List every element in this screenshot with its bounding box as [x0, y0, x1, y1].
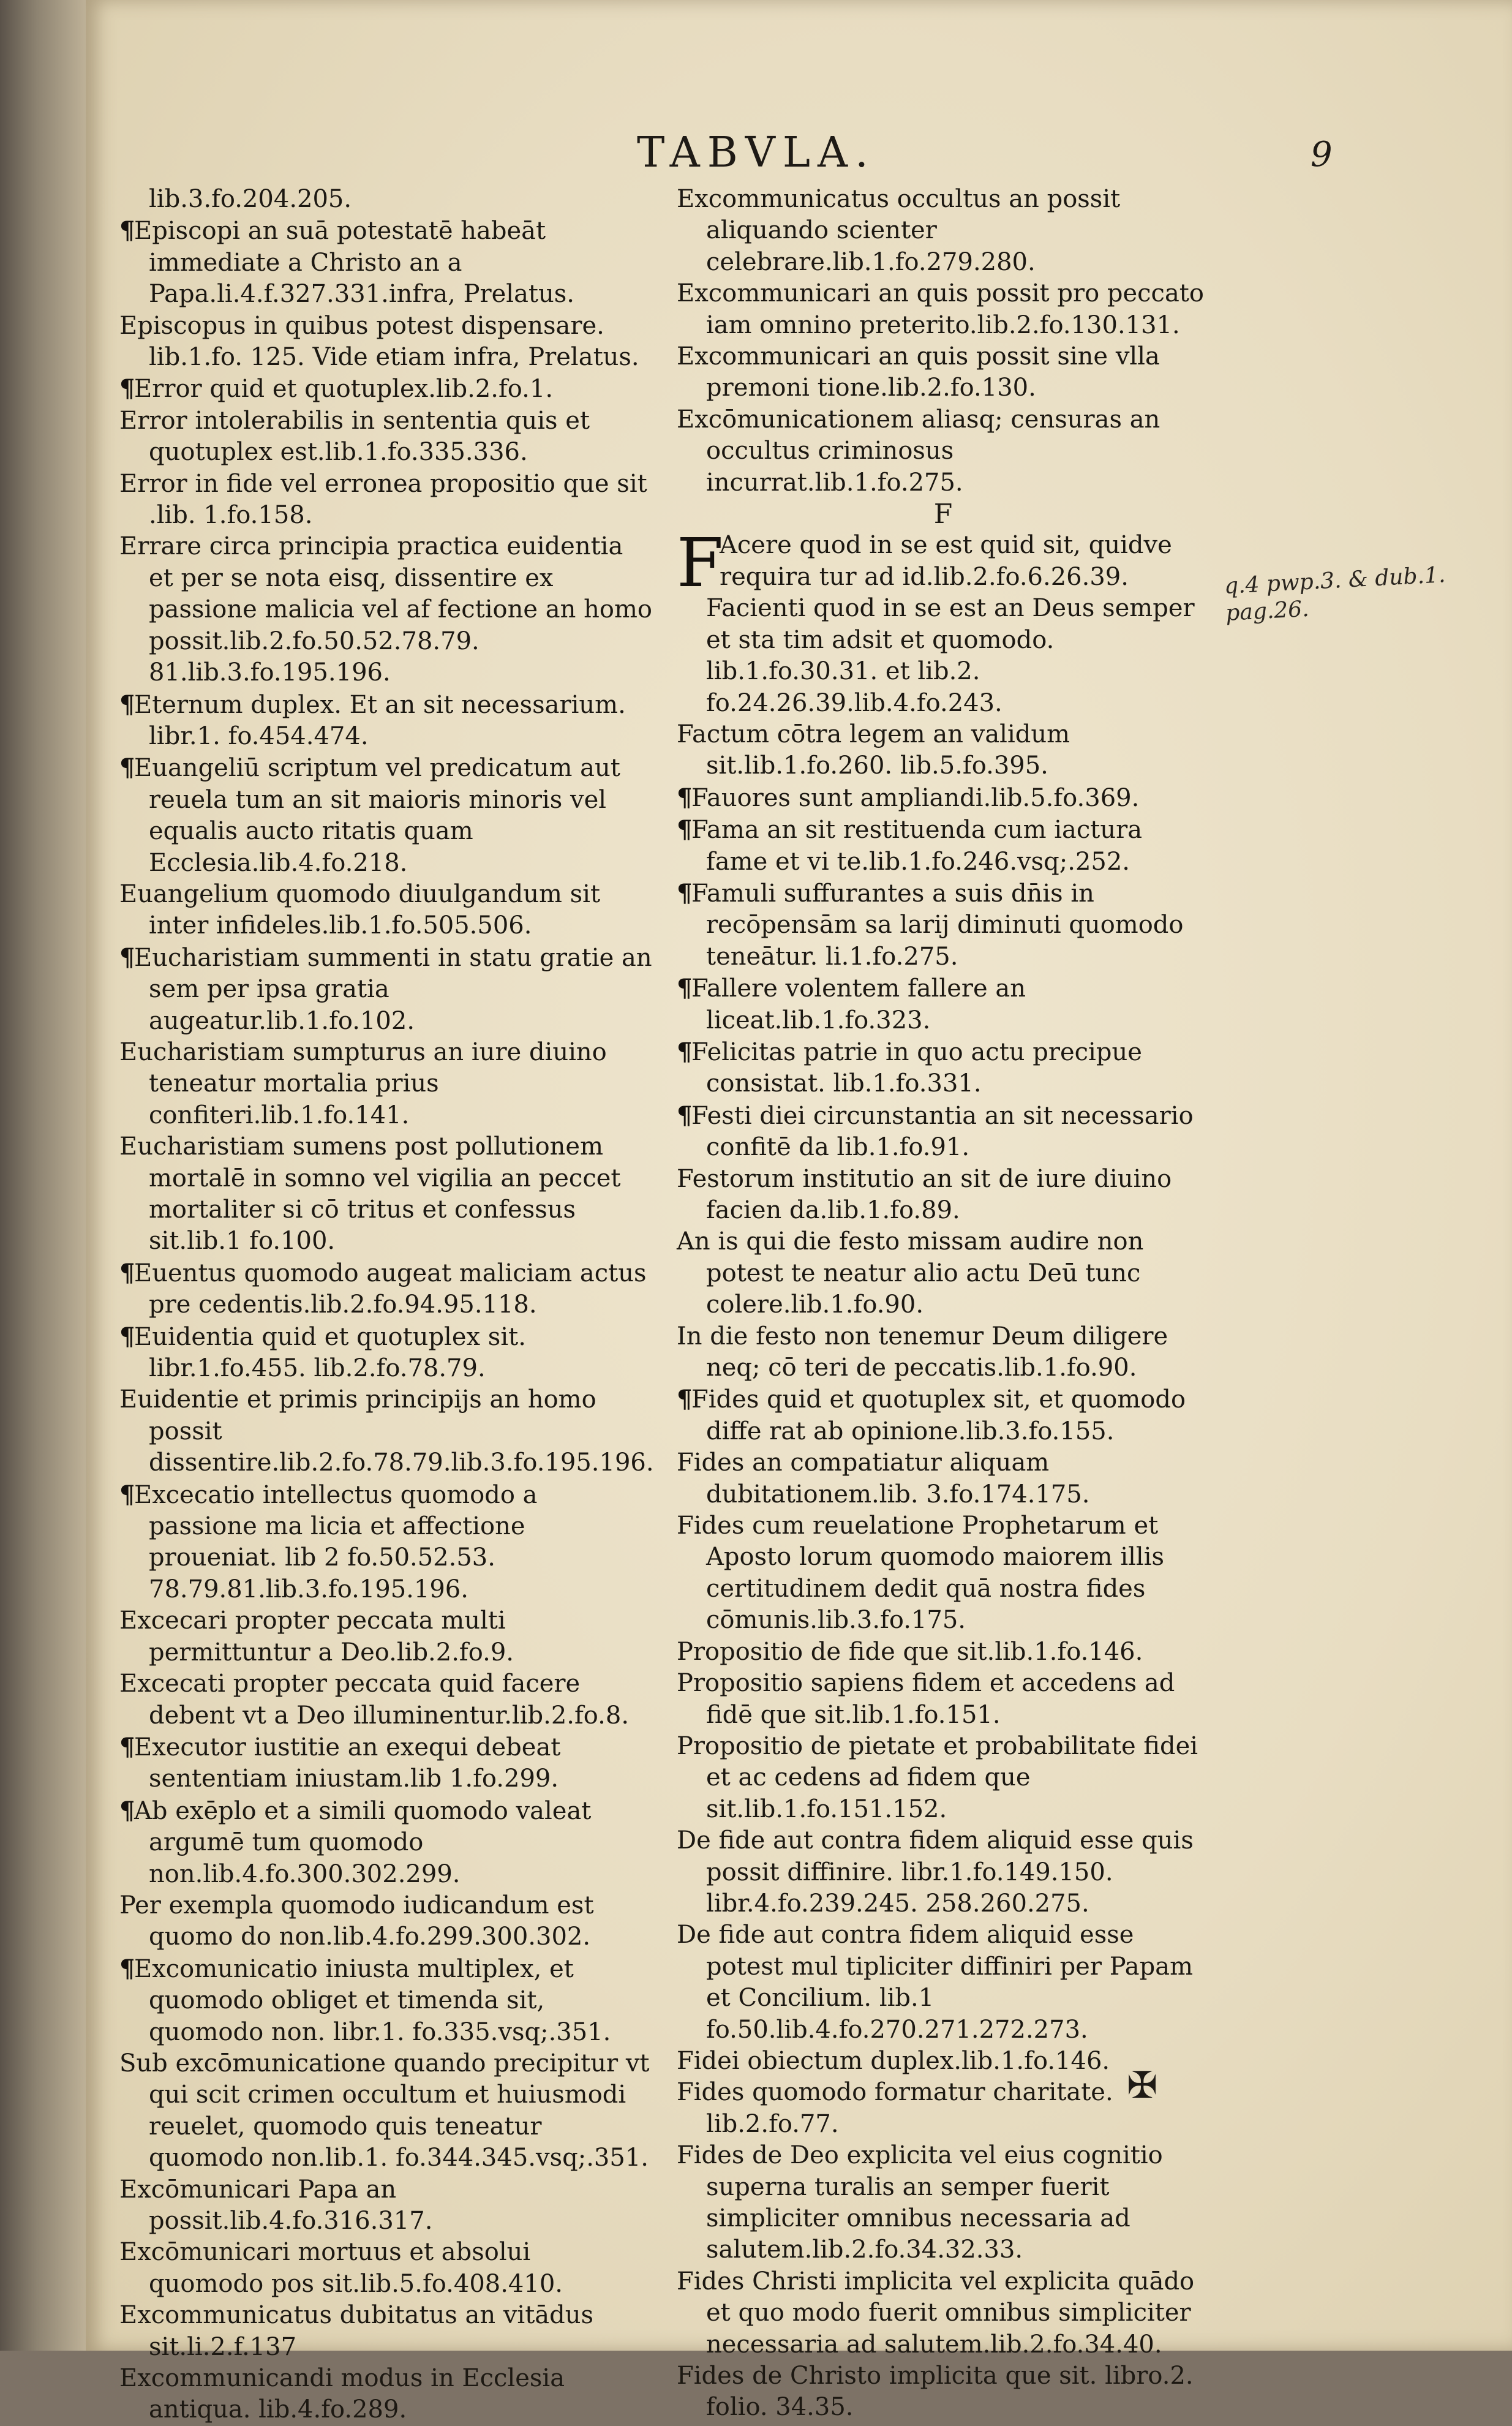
entry-text: Euidentia quid et quotuplex sit. libr.1.fo.455. lib.2.fo.78.79.: [134, 1322, 526, 1383]
pilcrow-icon: ¶: [119, 1796, 135, 1825]
entry-text: Excommunicatus occultus an possit aliquando scienter celebrare.lib.1.fo.279.280.: [677, 185, 1121, 276]
entry-text: Festi diei circunstantia an sit necessario confitē da lib.1.fo.91.: [691, 1101, 1194, 1162]
entry-text: De fide aut contra fidem aliquid esse potest mul tipliciter diffiniri per Papam et Concilium. lib.1 fo.50.lib.4.fo.270.271.272.273.: [677, 1921, 1194, 2044]
index-entry: [677, 814, 1209, 878]
entry-text: Excommunicatus dubitatus an vitādus sit.li.2.f.137: [119, 2301, 594, 2361]
index-entry: [677, 404, 1209, 499]
index-entry: [119, 879, 652, 942]
entry-text: Sub excōmunicatione quando precipitur vt qui scit crimen occultum et huiusmodi reuelet, quomodo quis teneatur quomodo non.lib.1. fo.344.345.vsq;.351.: [119, 2049, 650, 2172]
index-entry: [119, 2237, 652, 2300]
pilcrow-icon: ¶: [677, 1385, 693, 1414]
index-entry: [677, 1637, 1209, 1668]
entry-text: Factum cōtra legem an validum sit.lib.1.fo.260. lib.5.fo.395.: [677, 720, 1070, 780]
entry-text: Felicitas patrie in quo actu precipue consistat. lib.1.fo.331.: [691, 1038, 1142, 1098]
index-entry: [677, 2266, 1209, 2360]
index-entry: [677, 184, 1209, 278]
entry-text: Fides quomodo formatur charitate. lib.2.fo.77.: [677, 2078, 1113, 2138]
entry-text: Fama an sit restituenda cum iactura fame et vi te.lib.1.fo.246.vsq;.252.: [691, 816, 1143, 876]
entry-text: Error quid et quotuplex.lib.2.fo.1.: [134, 375, 554, 404]
index-entry: [119, 1479, 652, 1606]
entry-text: Fides quid et quotuplex sit, et quomodo diffe rat ab opinione.lib.3.fo.155.: [691, 1385, 1186, 1445]
entry-text: Fidei obiectum duplex.lib.1.fo.146.: [677, 2046, 1110, 2075]
index-entry: [119, 1731, 652, 1795]
index-entry: [677, 1164, 1209, 1227]
entry-text: Executor iustitie an exequi debeat sententiam iniustam.lib 1.fo.299.: [134, 1733, 561, 1793]
entry-text: Euangeliū scriptum vel predicatum aut reuela tum an sit maioris minoris vel equalis aucto ritatis quam Ecclesia.lib.4.fo.218.: [134, 754, 620, 877]
pilcrow-icon: ¶: [119, 1480, 135, 1509]
index-entry: [119, 942, 652, 1037]
pilcrow-icon: ¶: [677, 1037, 693, 1066]
index-entry: [119, 1890, 652, 1953]
entry-text: Per exempla quomodo iudicandum est quomo do non.lib.4.fo.299.300.302.: [119, 1891, 594, 1951]
entry-text: Propositio sapiens fidem et accedens ad fidē que sit.lib.1.fo.151.: [677, 1669, 1175, 1729]
entry-text: lib.3.fo.204.205.: [149, 185, 352, 213]
index-entry: [677, 593, 1209, 719]
entry-text: Acere quod in se est quid sit, quidve requira tur ad id.lib.2.fo.6.26.39.: [720, 531, 1172, 591]
entry-text: Error intolerabilis in sententia quis et quotuplex est.lib.1.fo.335.336.: [119, 406, 590, 467]
entry-text: Eucharistiam summenti in statu gratie an sem per ipsa gratia augeatur.lib.1.fo.102.: [134, 943, 652, 1035]
index-entry: [119, 752, 652, 879]
index-entry: [119, 531, 652, 688]
entry-text: Excecati propter peccata quid facere debent vt a Deo illuminentur.lib.2.fo.8.: [119, 1670, 630, 1730]
index-entry: [119, 184, 652, 215]
page-title: TABVLA.: [637, 129, 876, 177]
entry-text: Error in fide vel erronea propositio que sit .lib. 1.fo.158.: [119, 469, 647, 530]
index-entry: [677, 1447, 1209, 1510]
index-entry: [119, 311, 652, 374]
entry-text: Excommunicandi modus in Ecclesia antiqua. lib.4.fo.289.: [119, 2364, 565, 2424]
index-entry: [119, 373, 652, 405]
drop-cap: F: [677, 524, 724, 603]
entry-text: Excomunicatio iniusta multiplex, et quomodo obliget et timenda sit, quomodo non. libr.1. fo.335.vsq;.351.: [134, 1954, 611, 2046]
index-entry: [119, 689, 652, 753]
index-entry: [119, 2300, 652, 2363]
pilcrow-icon: ¶: [677, 815, 693, 845]
index-entry: [677, 2140, 1209, 2266]
entry-text: Excecari propter peccata multi permittuntur a Deo.lib.2.fo.9.: [119, 1607, 514, 1667]
entry-text: Excecatio intellectus quomodo a passione ma licia et affectione proueniat. lib 2 fo.50.52.53. 78.79.81.lib.3.fo.195.196.: [134, 1480, 538, 1603]
index-entry: [677, 1825, 1209, 1919]
entry-text: Facienti quod in se est an Deus semper et sta tim adsit et quomodo. lib.1.fo.30.31. et lib.2. fo.24.26.39.lib.4.fo.243.: [706, 594, 1195, 717]
index-entry: [119, 2363, 652, 2426]
pilcrow-icon: ¶: [119, 216, 135, 246]
entry-text: Euentus quomodo augeat maliciam actus pre cedentis.lib.2.fo.94.95.118.: [134, 1259, 647, 1319]
entry-text: Ab exēplo et a simili quomodo valeat argumē tum quomodo non.lib.4.fo.300.302.299.: [134, 1796, 592, 1888]
entry-text: Fauores sunt ampliandi.lib.5.fo.369.: [691, 783, 1140, 812]
entry-text: Excōmunicari mortuus et absolui quomodo pos sit.lib.5.fo.408.410.: [119, 2238, 563, 2298]
index-entry: [119, 1321, 652, 1385]
pilcrow-icon: ¶: [119, 1322, 135, 1351]
entry-text: Famuli suffurantes a suis dn̄is in recōpensām sa larij diminuti quomodo teneātur. li.1.fo.275.: [691, 879, 1184, 971]
index-entry: [677, 278, 1209, 341]
index-entry: [677, 1036, 1209, 1100]
entry-text: Festorum institutio an sit de iure diuino facien da.lib.1.fo.89.: [677, 1164, 1172, 1224]
pilcrow-icon: ¶: [119, 753, 135, 783]
entry-text: Propositio de fide que sit.lib.1.fo.146.: [677, 1637, 1143, 1666]
index-entry: [119, 1131, 652, 1257]
entry-text: Excōmunicationem aliasq; censuras an occultus criminosus incurrat.lib.1.fo.275.: [677, 405, 1160, 497]
index-entry: [677, 524, 1209, 603]
entry-text: Eternum duplex. Et an sit necessarium. libr.1. fo.454.474.: [134, 690, 626, 750]
entry-text: In die festo non tenemur Deum diligere neq; cō teri de peccatis.lib.1.fo.90.: [677, 1322, 1168, 1382]
ornament-mark: ✠: [1127, 2064, 1158, 2107]
index-entry: [677, 2360, 1209, 2424]
index-entry: [677, 782, 1209, 814]
index-entry: [119, 469, 652, 532]
index-entry: [677, 878, 1209, 973]
entry-text: Fallere volentem fallere an liceat.lib.1.fo.323.: [691, 974, 1026, 1034]
pilcrow-icon: ¶: [119, 374, 135, 404]
index-entry: [119, 405, 652, 469]
entry-text: Excommunicari an quis possit pro peccato iam omnino preterito.lib.2.fo.130.131.: [677, 279, 1204, 339]
entry-text: Eucharistiam sumens post pollutionem mortalē in somno vel vigilia an peccet mortaliter si cō tritus et confessus sit.lib.1 fo.100.: [119, 1132, 621, 1256]
pilcrow-icon: ¶: [677, 974, 693, 1003]
pilcrow-icon: ¶: [677, 1101, 693, 1130]
previous-page-edge: [0, 0, 92, 2351]
index-entry: [677, 1100, 1209, 1164]
index-entry: [119, 1384, 652, 1479]
index-entry: [677, 1668, 1209, 1731]
entry-text: Excommunicari an quis possit sine vlla premoni tione.lib.2.fo.130.: [677, 342, 1160, 402]
index-entry: [677, 1321, 1209, 1384]
index-entry: [119, 1795, 652, 1890]
entry-text: Fides de Deo explicita vel eius cognitio superna turalis an semper fuerit simpliciter omnibus necessaria ad salutem.lib.2.fo.34.32.33.: [677, 2141, 1163, 2264]
index-entry: [677, 973, 1209, 1036]
entry-text: Errare circa principia practica euidentia et per se nota eisq, dissentire ex passione malicia vel af fectione an homo possit.lib.2.fo.50.52.78.79. 81.lib.3.fo.195.196.: [119, 532, 652, 687]
index-entry: [119, 1257, 652, 1321]
index-entry: [119, 2048, 652, 2174]
index-entry: [119, 215, 652, 310]
index-entry: [119, 2174, 652, 2237]
entry-text: Propositio de pietate et probabilitate fidei et ac cedens ad fidem que sit.lib.1.fo.151.152.: [677, 1731, 1198, 1823]
index-entry: [677, 1919, 1209, 2046]
index-entry: [119, 1037, 652, 1131]
folio-number: 9: [1311, 135, 1333, 175]
index-entry: [119, 1605, 652, 1668]
entry-text: Episcopi an suā potestatē habeāt immediate a Christo an a Papa.li.4.f.327.331.infra, Prelatus.: [134, 217, 574, 309]
index-page: [86, 0, 1512, 2424]
pilcrow-icon: ¶: [119, 690, 135, 719]
index-entry: [677, 1510, 1209, 1637]
left-column: [119, 184, 652, 2426]
index-entry: [677, 1384, 1209, 1447]
running-header: [86, 116, 1512, 184]
entry-text: De fide aut contra fidem aliquid esse quis possit diffinire. libr.1.fo.149.150. libr.4.fo.239.245. 258.260.275.: [677, 1826, 1194, 1918]
index-entry: [677, 1226, 1209, 1320]
entry-text: An is qui die festo missam audire non potest te neatur alio actu Deū tunc colere.lib.1.fo.90.: [677, 1227, 1144, 1319]
handwritten-marginal-note: q.4 pwp.3. & dub.1. pag.26.: [1224, 562, 1446, 626]
section-letter: F: [933, 499, 953, 530]
entry-text: Fides Christi implicita vel explicita quādo et quo modo fuerit omnibus simpliciter necessaria ad salutem.lib.2.fo.34.40.: [677, 2267, 1195, 2359]
entry-text: Eucharistiam sumpturus an iure diuino teneatur mortalia prius confiteri.lib.1.fo.141.: [119, 1038, 607, 1129]
index-entry: [677, 341, 1209, 404]
index-entry: [119, 1953, 652, 2048]
pilcrow-icon: ¶: [119, 1258, 135, 1287]
entry-text: Fides an compatiatur aliquam dubitationem.lib. 3.fo.174.175.: [677, 1448, 1090, 1509]
entry-text: Excōmunicari Papa an possit.lib.4.fo.316.317.: [119, 2175, 433, 2235]
entry-text: Episcopus in quibus potest dispensare. lib.1.fo. 125. Vide etiam infra, Prelatus.: [119, 311, 639, 372]
pilcrow-icon: ¶: [677, 878, 693, 908]
index-entry: [677, 719, 1209, 782]
pilcrow-icon: ¶: [119, 943, 135, 972]
index-entry: [119, 1668, 652, 1731]
pilcrow-icon: ¶: [119, 1954, 135, 1983]
index-entry: [677, 1731, 1209, 1825]
entry-text: Euidentie et primis principijs an homo possit dissentire.lib.2.fo.78.79.lib.3.fo.195.196.: [119, 1385, 654, 1477]
entry-text: Fides cum reuelatione Prophetarum et Aposto lorum quomodo maiorem illis certitudinem dedit quā nostra fides cōmunis.lib.3.fo.175.: [677, 1512, 1165, 1635]
pilcrow-icon: ¶: [119, 1732, 135, 1761]
pilcrow-icon: ¶: [677, 783, 693, 812]
entry-text: Euangelium quomodo diuulgandum sit inter infideles.lib.1.fo.505.506.: [119, 880, 601, 940]
entry-text: Fides de Christo implicita que sit. libro.2. folio. 34.35.: [677, 2362, 1194, 2422]
